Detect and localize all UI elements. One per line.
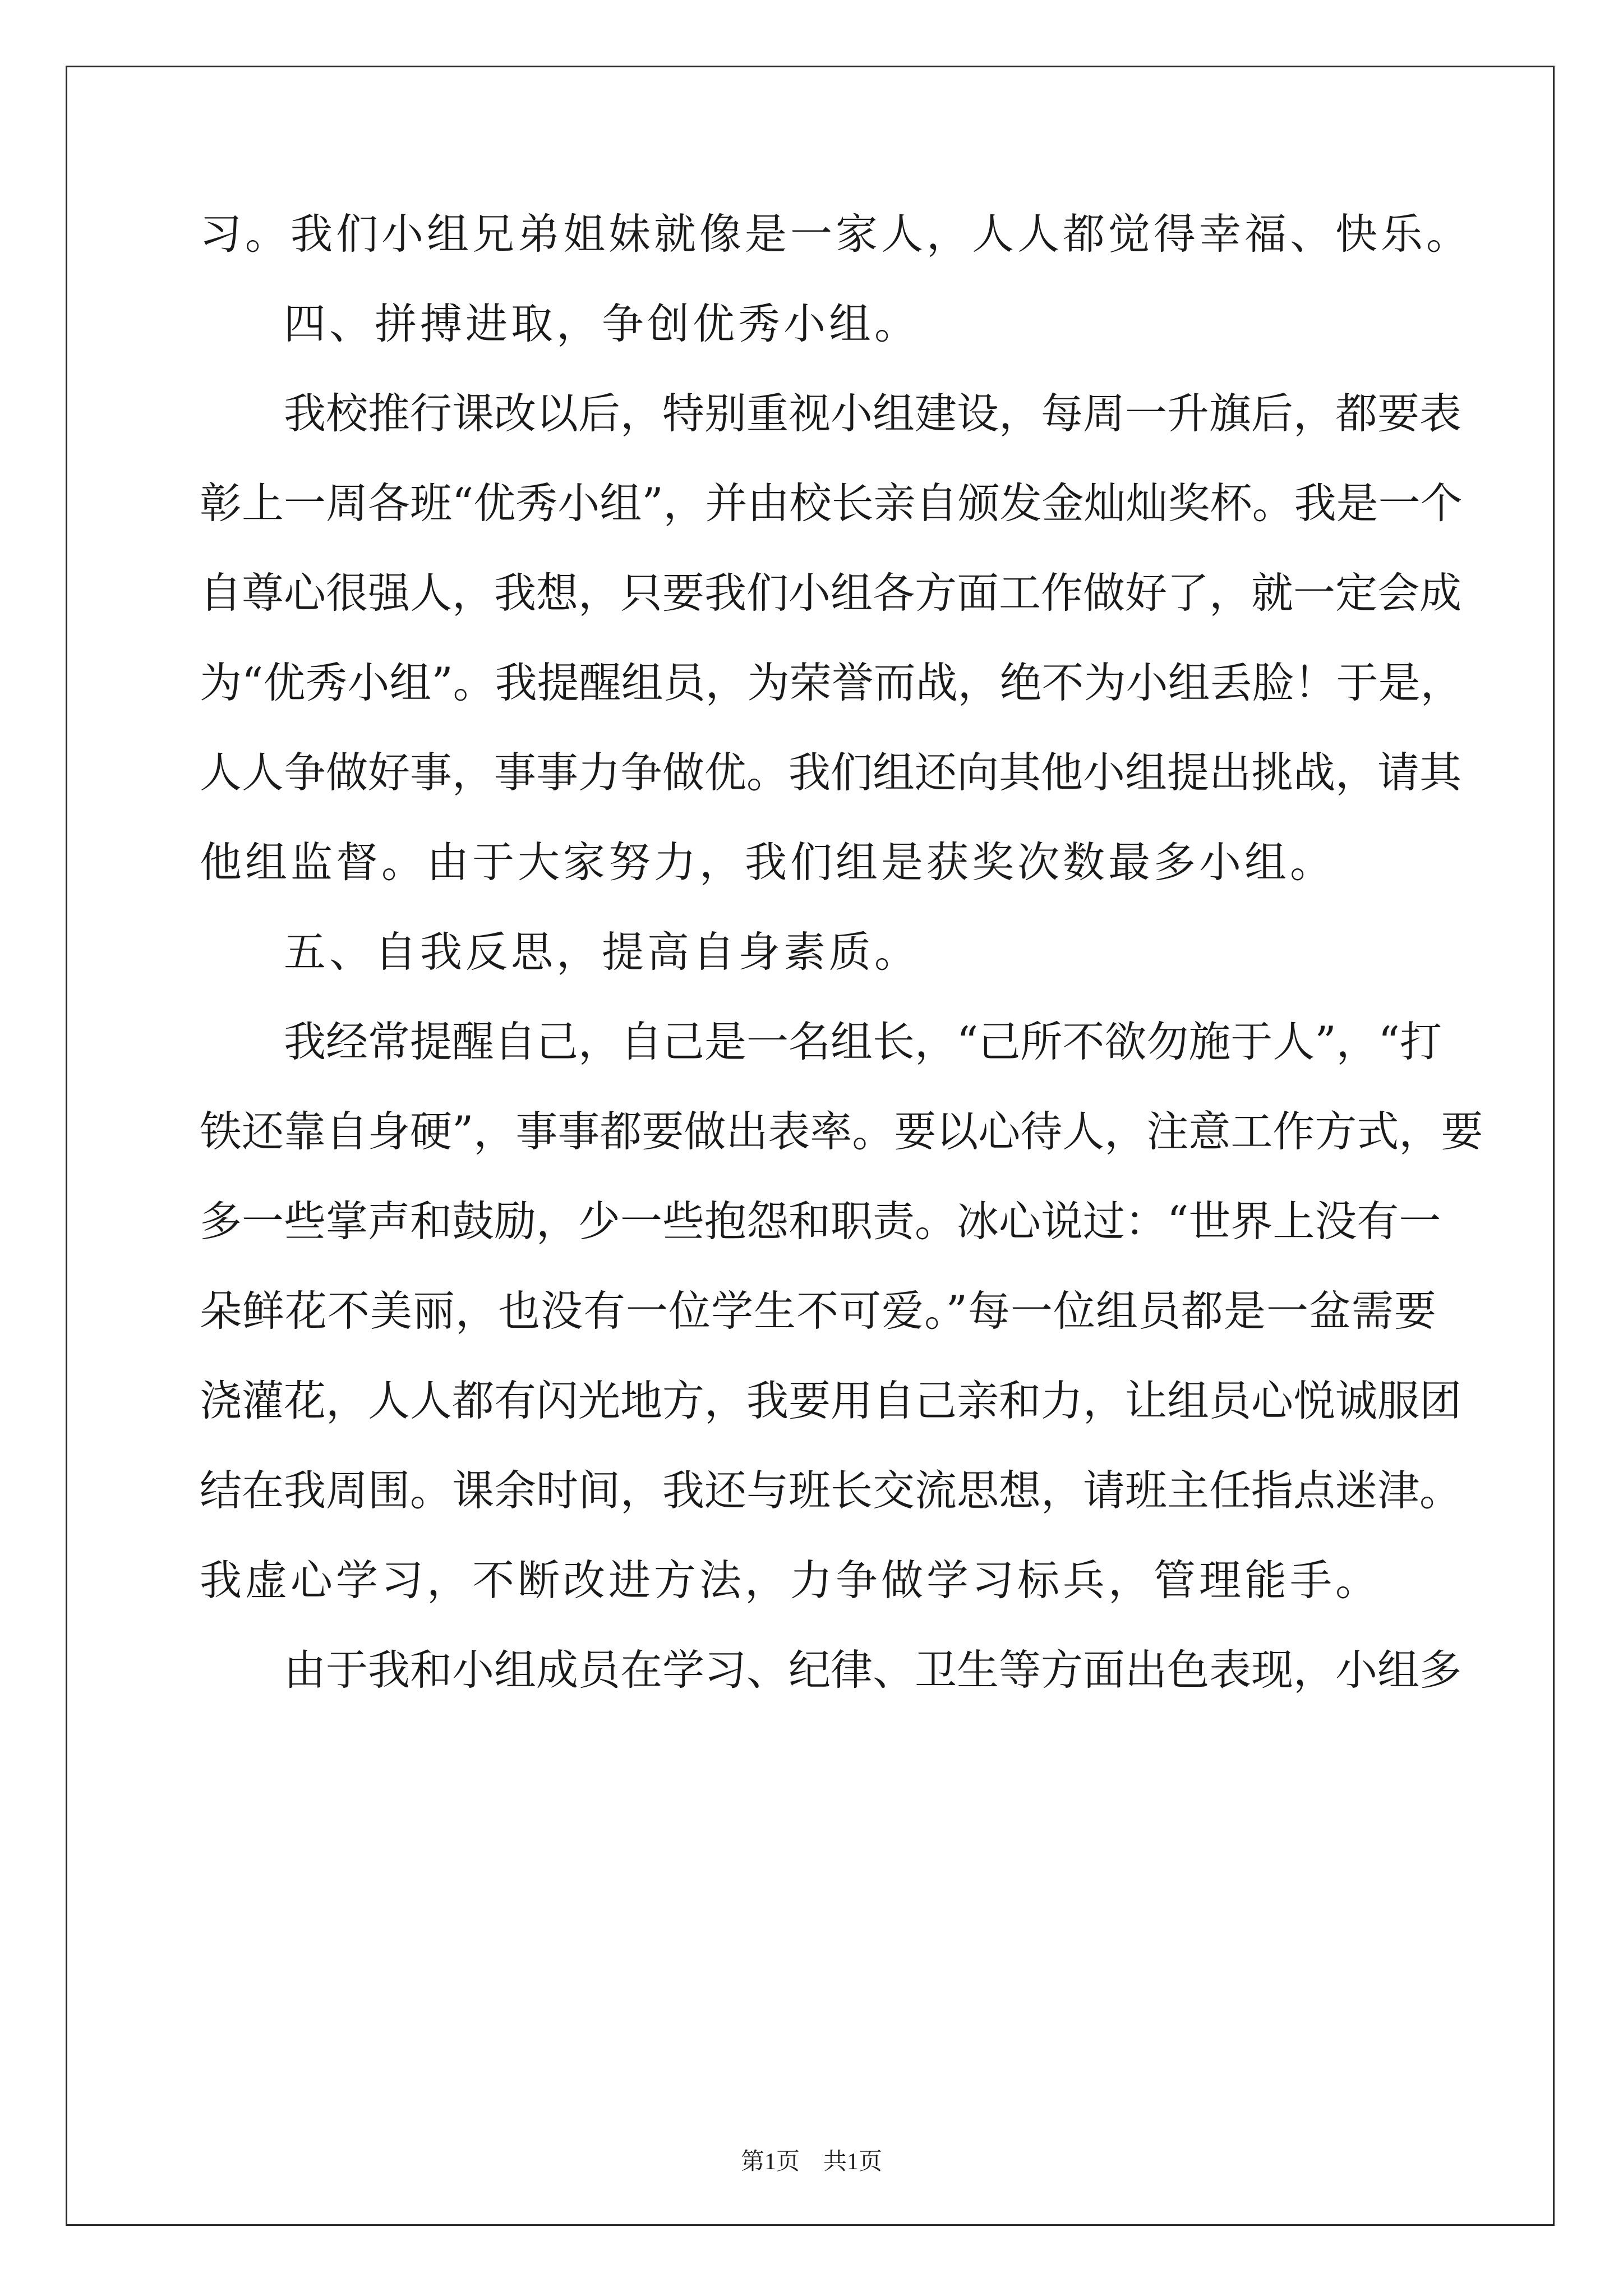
text-line: 自尊心很强人，我想，只要我们小组各方面工作做好了，就一定会成 (200, 568, 1462, 618)
text-line: 朵鲜花不美丽，也没有一位学生不可爱。”每一位组员都是一盆需要 (200, 1286, 1436, 1336)
page-number-footer: 第1页 共1页 (740, 2149, 882, 2175)
text-line: 多一些掌声和鼓励，少一些抱怨和职责。冰心说过：“世界上没有一 (200, 1197, 1441, 1246)
text-line: 彰上一周各班“优秀小组”，并由校长亲自颁发金灿灿奖杯。我是一个 (200, 478, 1463, 528)
text-line: 我虚心学习，不断改进方法，力争做学习标兵，管理能手。 (200, 1556, 1381, 1605)
text-line: 结在我周围。课余时间，我还与班长交流思想，请班主任指点迷津。 (200, 1466, 1462, 1515)
section-heading: 五、自我反思，提高自身素质。 (284, 927, 920, 977)
text-line: 浇灌花，人人都有闪光地方，我要用自己亲和力，让组员心悦诚服团 (200, 1376, 1462, 1425)
text-line: 铁还靠自身硬”，事事都要做出表率。要以心待人，注意工作方式，要 (200, 1107, 1483, 1156)
text-line: 为“优秀小组”。我提醒组员，为荣誉而战，绝不为小组丢脸！于是， (200, 658, 1463, 707)
text-line: 他组监督。由于大家努力，我们组是获奖次数最多小组。 (200, 838, 1336, 887)
section-heading: 四、拼搏进取，争创优秀小组。 (284, 299, 920, 348)
text-line: 习。我们小组兄弟姐妹就像是一家人，人人都觉得幸福、快乐。 (200, 209, 1472, 259)
text-line: 我经常提醒自己，自己是一名组长，“己所不欲勿施于人”，“打 (284, 1017, 1442, 1066)
text-line: 由于我和小组成员在学习、纪律、卫生等方面出色表现，小组多 (284, 1645, 1462, 1695)
text-line: 人人争做好事，事事力争做优。我们组还向其他小组提出挑战，请其 (200, 748, 1462, 797)
text-line: 我校推行课改以后，特别重视小组建设，每周一升旗后，都要表 (284, 389, 1462, 438)
